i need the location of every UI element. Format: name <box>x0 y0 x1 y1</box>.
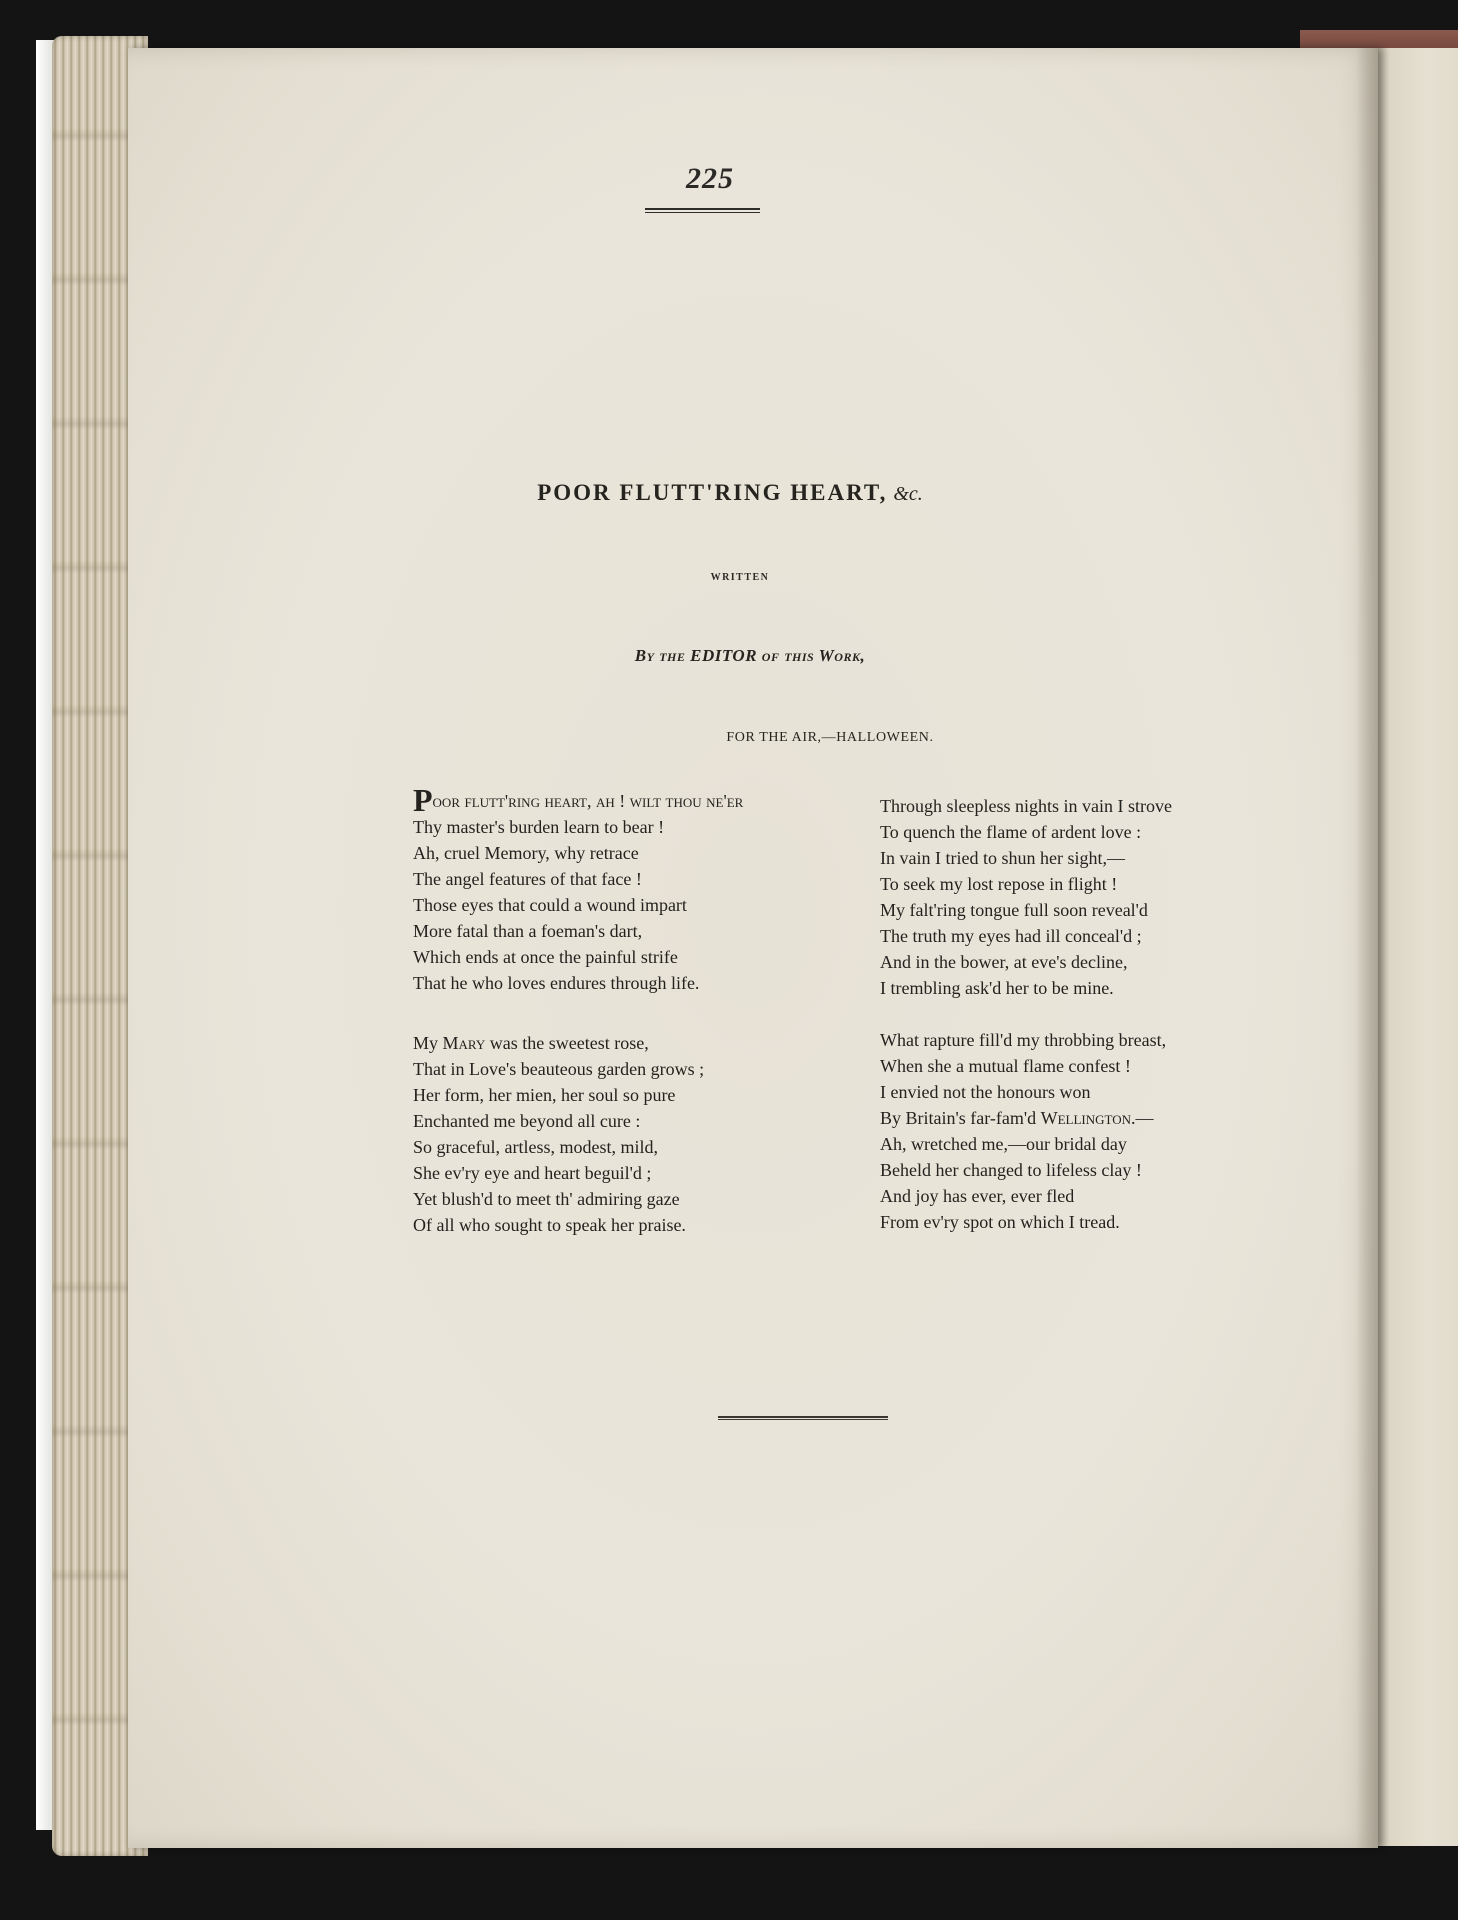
stanza-1 <box>413 782 793 996</box>
verse-line: When she a mutual flame confest ! <box>880 1056 1131 1076</box>
show-through-text <box>590 440 604 467</box>
verse-line: Ah, wretched me,—our bridal day <box>880 1134 1127 1154</box>
footer-rule <box>718 1416 888 1420</box>
verse-line: Yet blush'd to meet th' admiring gaze <box>413 1189 680 1209</box>
byline: By the EDITOR of this Work, <box>634 646 866 665</box>
facing-page-edge <box>1378 48 1458 1846</box>
verse-line: To seek my lost repose in flight ! <box>880 874 1118 894</box>
poem-title-text: POOR FLUTT'RING HEART, <box>537 480 888 505</box>
verse-line: Of all who sought to speak her praise. <box>413 1215 686 1235</box>
verse-line: What rapture fill'd my throbbing breast, <box>880 1030 1167 1050</box>
verse-line: She ev'ry eye and heart beguil'd ; <box>413 1163 652 1183</box>
poem-title <box>380 480 1080 506</box>
verse-line: That he who loves endures through life. <box>413 973 700 993</box>
verse-line <box>880 1105 1260 1131</box>
stanza-2 <box>413 1030 793 1238</box>
verse-line <box>413 1030 793 1056</box>
verse-line: So graceful, artless, modest, mild, <box>413 1137 658 1157</box>
page-number: 225 <box>686 162 734 195</box>
verse-line-text: oor flutt'ring heart, ah ! wilt thou ne'er <box>432 791 744 811</box>
verse-line: Through sleepless nights in vain I strove <box>880 796 1172 816</box>
verse-line: Enchanted me beyond all cure : <box>413 1111 641 1131</box>
verse-line: Beheld her changed to lifeless clay ! <box>880 1160 1142 1180</box>
name-mary: Mary <box>442 1033 486 1053</box>
verse-line: I envied not the honours won <box>880 1082 1091 1102</box>
stanza-4 <box>880 1027 1260 1235</box>
written-label: WRITTEN <box>710 572 770 583</box>
verse-line: The angel features of that face ! <box>413 869 642 889</box>
verse-line: And joy has ever, ever fled <box>880 1186 1075 1206</box>
name-wellington: Wellington. <box>1040 1108 1136 1128</box>
stanza-3 <box>880 793 1260 1001</box>
verse-line: And in the bower, at eve's decline, <box>880 952 1128 972</box>
air-note: FOR THE AIR,—HALLOWEEN. <box>726 730 934 745</box>
verse-line-text: By Britain's far-fam'd <box>880 1108 1041 1128</box>
verse-line-text: was the sweetest rose, <box>485 1033 649 1053</box>
verse-line: From ev'ry spot on which I tread. <box>880 1212 1120 1232</box>
verse-line: Thy master's burden learn to bear ! <box>413 817 665 837</box>
verse-line: In vain I tried to shun her sight,— <box>880 848 1125 868</box>
verse-line: Ah, cruel Memory, why retrace <box>413 843 639 863</box>
verse-line: The truth my eyes had ill conceal'd ; <box>880 926 1142 946</box>
header-rule <box>645 208 760 213</box>
drop-cap: P <box>413 782 433 818</box>
verse-line: My falt'ring tongue full soon reveal'd <box>880 900 1148 920</box>
verse-line: Which ends at once the painful strife <box>413 947 678 967</box>
verse-line: More fatal than a foeman's dart, <box>413 921 643 941</box>
poem-title-suffix: &c. <box>893 483 923 505</box>
verse-line: That in Love's beauteous garden grows ; <box>413 1059 705 1079</box>
verse-line: To quench the flame of ardent love : <box>880 822 1142 842</box>
verse-line: I trembling ask'd her to be mine. <box>880 978 1114 998</box>
verse-line: Her form, her mien, her soul so pure <box>413 1085 676 1105</box>
verse-line-text: My <box>413 1033 443 1053</box>
verse-line: Those eyes that could a wound impart <box>413 895 687 915</box>
verse-line <box>413 782 793 818</box>
verse-line-text: — <box>1135 1108 1154 1128</box>
page-gutter-shadow <box>1356 48 1378 1848</box>
